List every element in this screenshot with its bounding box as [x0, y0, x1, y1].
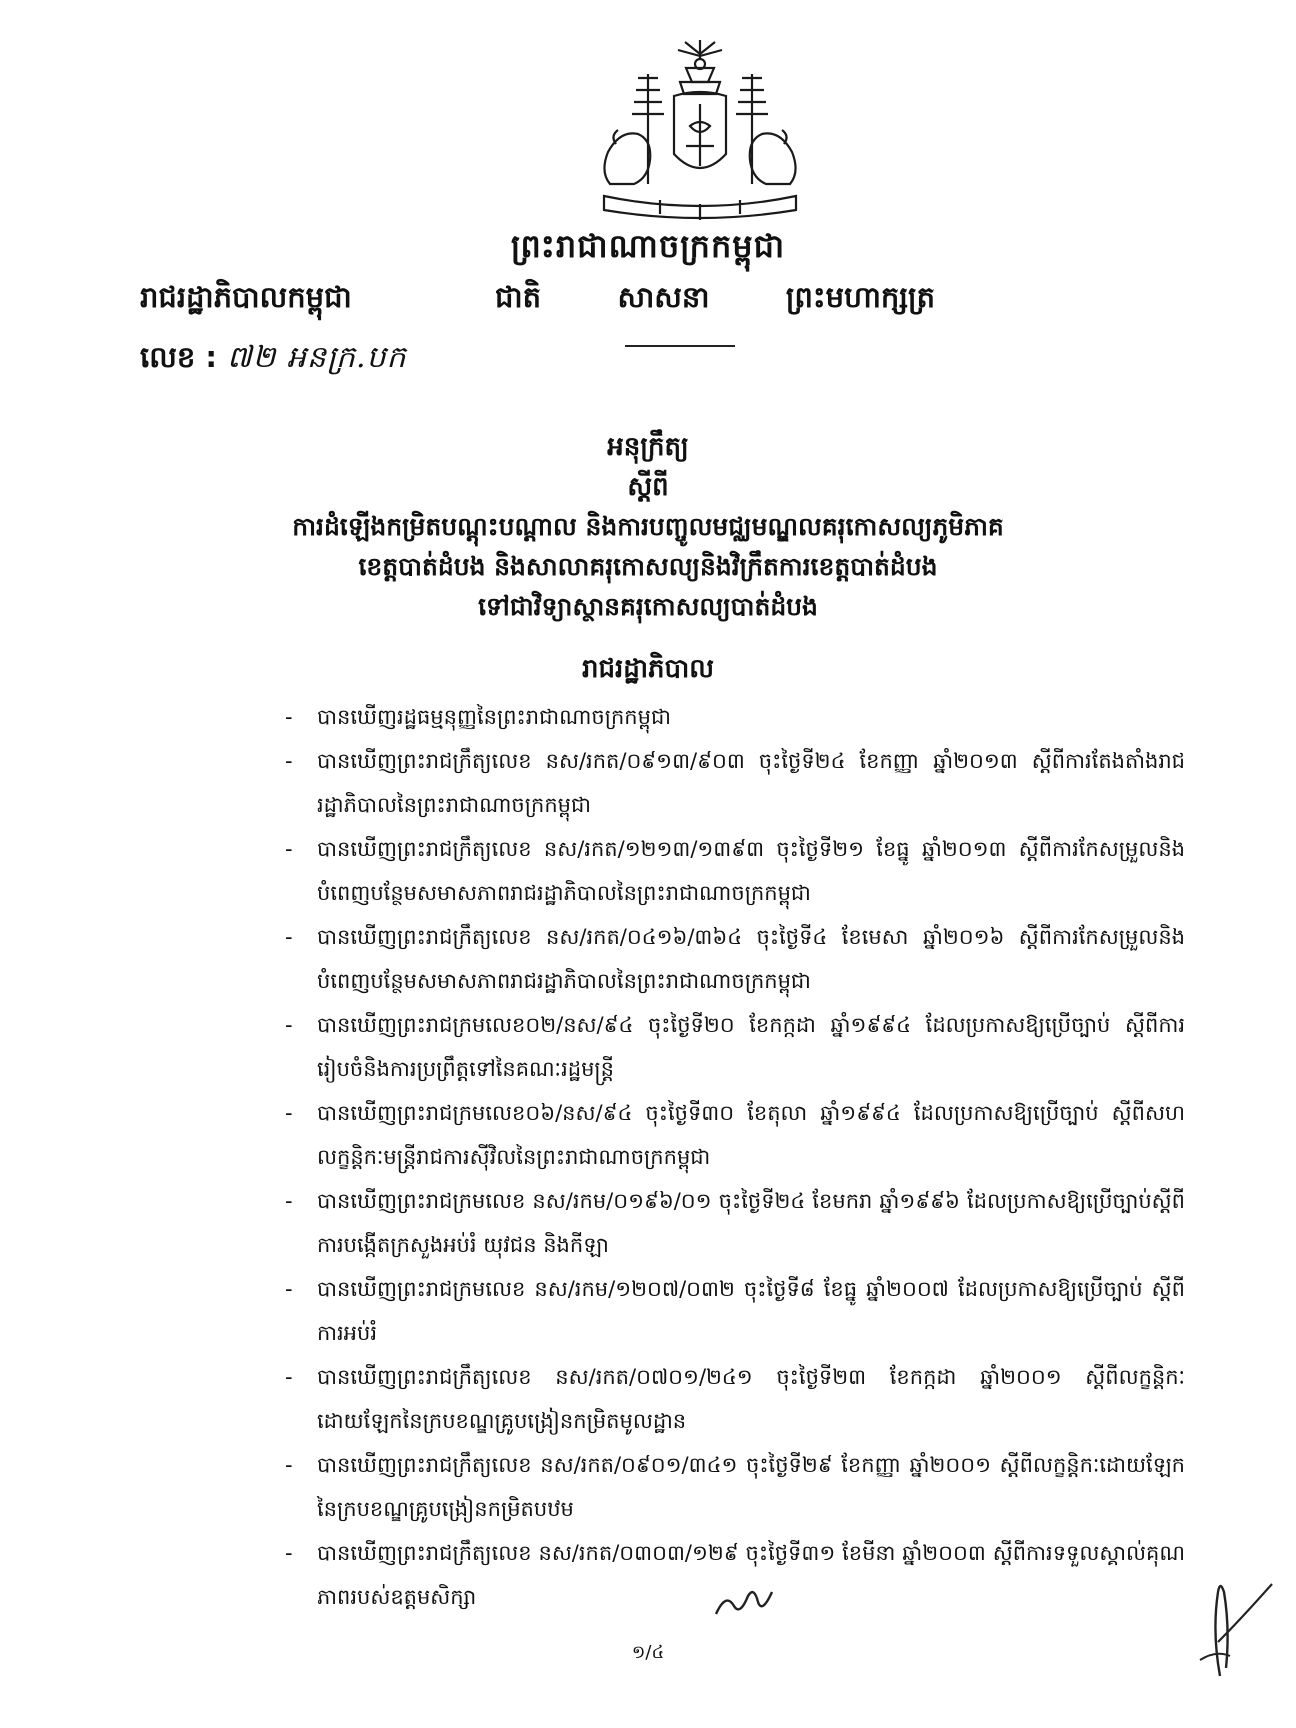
subject-line-1: ការដំឡើងកម្រិតបណ្តុះបណ្តាល និងការបញ្ចូលមជ្ឈមណ្ឌលគរុកោសល្យភូមិភាគ	[292, 512, 1004, 541]
bullet-dash: -	[285, 1453, 293, 1477]
document-number	[140, 338, 407, 382]
recital-item	[285, 1091, 1185, 1179]
bullet-dash: -	[285, 705, 293, 729]
recital-item	[285, 915, 1185, 1003]
recital-item	[285, 1355, 1185, 1443]
about-label: ស្តីពី	[627, 472, 669, 502]
document-type-heading: អនុក្រឹត្យ	[607, 432, 689, 462]
recital-text: បានឃើញរដ្ឋធម្មនុញ្ញនៃព្រះរាជាណាចក្រកម្ពុជា	[317, 705, 671, 729]
recital-item	[285, 1179, 1185, 1267]
recital-item	[285, 827, 1185, 915]
signature	[1160, 1572, 1280, 1682]
royal-coat-of-arms-emblem	[590, 34, 810, 224]
bullet-dash: -	[285, 837, 293, 861]
recital-text: បានឃើញព្រះរាជក្រមលេខ០៦/នស/៩៤ ចុះថ្ងៃទី៣០ ខែតុលា ឆ្នាំ១៩៩៤ ដែលប្រកាសឱ្យប្រើច្បាប់ ស្តីពីសហលក្ខន្តិកៈមន្ត្រីរាជការស៊ីវិលនៃព្រះរាជាណាចក្រកម្ពុជា	[317, 1101, 1185, 1169]
bullet-dash: -	[285, 1365, 293, 1389]
document-number-label: លេខ :	[140, 340, 217, 374]
motto-religion: សាសនា	[617, 280, 710, 314]
document-number-value: ៧២ អនក្រ.បក	[227, 340, 407, 375]
bullet-dash: -	[285, 925, 293, 949]
recital-item	[285, 739, 1185, 827]
bullet-dash: -	[285, 1277, 293, 1301]
subject-line-3: ទៅជាវិទ្យាស្ថានគរុកោសល្យបាត់ដំបង	[478, 592, 818, 621]
recital-text: បានឃើញព្រះរាជក្រឹត្យលេខ នស/រកត/០៣០៣/១២៩ ចុះថ្ងៃទី៣១ ខែមីនា ឆ្នាំ២០០៣ ស្តីពីការទទួលស្គាល់គុណភាពរបស់ឧត្តមសិក្សា	[317, 1541, 1185, 1609]
page-number: ១/៤	[631, 1642, 665, 1663]
recital-item	[285, 1443, 1185, 1531]
recitals-list	[285, 695, 1185, 1619]
kingdom-name: ព្រះរាជាណាចក្រកម្ពុជា	[510, 227, 786, 265]
subject-line-2: ខេត្តបាត់ដំបង និងសាលាគរុកោសល្យនិងវិក្រឹតការខេត្តបាត់ដំបង	[358, 552, 938, 581]
recital-text: បានឃើញព្រះរាជក្រឹត្យលេខ នស/រកត/០៤១៦/៣៦៤ ចុះថ្ងៃទី៤ ខែមេសា ឆ្នាំ២០១៦ ស្តីពីការកែសម្រួលនិងបំពេញបន្ថែមសមាសភាពរាជរដ្ឋាភិបាលនៃព្រះរាជាណាចក្រកម្ពុជា	[317, 925, 1185, 993]
bullet-dash: -	[285, 1189, 293, 1213]
motto-nation: ជាតិ	[495, 280, 542, 314]
recital-item	[285, 695, 1185, 739]
recital-text: បានឃើញព្រះរាជក្រឹត្យលេខ នស/រកត/១២១៣/១៣៩៣ ចុះថ្ងៃទី២១ ខែធ្នូ ឆ្នាំ២០១៣ ស្តីពីការកែសម្រួលនិងបំពេញបន្ថែមសមាសភាពរាជរដ្ឋាភិបាលនៃព្រះរាជាណាចក្រកម្ពុជា	[317, 837, 1185, 905]
bullet-dash: -	[285, 1101, 293, 1125]
bullet-dash: -	[285, 1013, 293, 1037]
bullet-dash: -	[285, 749, 293, 773]
recital-text: បានឃើញព្រះរាជក្រឹត្យលេខ នស/រកត/០៩០១/៣៤១ ចុះថ្ងៃទី២៩ ខែកញ្ញា ឆ្នាំ២០០១ ស្តីពីលក្ខន្តិកៈដោយឡែកនៃក្របខណ្ឌគ្រូបង្រៀនកម្រិតបឋម	[317, 1453, 1185, 1521]
national-motto	[495, 280, 935, 322]
issuer-heading: រាជរដ្ឋាភិបាល	[581, 654, 715, 684]
recital-text: បានឃើញព្រះរាជក្រមលេខ០២/នស/៩៤ ចុះថ្ងៃទី២០ ខែកក្កដា ឆ្នាំ១៩៩៤ ដែលប្រកាសឱ្យប្រើច្បាប់ ស្តីពីការរៀបចំនិងការប្រព្រឹត្តទៅនៃគណៈរដ្ឋមន្ត្រី	[317, 1013, 1185, 1081]
bullet-dash: -	[285, 1541, 293, 1565]
recital-item	[285, 1003, 1185, 1091]
motto-divider	[625, 345, 735, 347]
handwritten-initial	[712, 1584, 782, 1620]
recital-text: បានឃើញព្រះរាជក្រឹត្យលេខ នស/រកត/០៩១៣/៩០៣ ចុះថ្ងៃទី២៤ ខែកញ្ញា ឆ្នាំ២០១៣ ស្តីពីការតែងតាំងរាជរដ្ឋាភិបាលនៃព្រះរាជាណាចក្រកម្ពុជា	[317, 749, 1185, 817]
recital-text: បានឃើញព្រះរាជក្រមលេខ នស/រកម/១២០៧/០៣២ ចុះថ្ងៃទី៨ ខែធ្នូ ឆ្នាំ២០០៧ ដែលប្រកាសឱ្យប្រើច្បាប់ ស្តីពីការអប់រំ	[317, 1277, 1185, 1345]
recital-text: បានឃើញព្រះរាជក្រមលេខ នស/រកម/០១៩៦/០១ ចុះថ្ងៃទី២៤ ខែមករា ឆ្នាំ១៩៩៦ ដែលប្រកាសឱ្យប្រើច្បាប់ស្តីពីការបង្កើតក្រសួងអប់រំ យុវជន និងកីឡា	[317, 1189, 1185, 1257]
motto-king: ព្រះមហាក្សត្រ	[785, 280, 935, 314]
recital-item	[285, 1267, 1185, 1355]
recital-text: បានឃើញព្រះរាជក្រឹត្យលេខ នស/រកត/០៧០១/២៤១ ចុះថ្ងៃទី២៣ ខែកក្កដា ឆ្នាំ២០០១ ស្តីពីលក្ខន្តិកៈដោយឡែកនៃក្របខណ្ឌគ្រូបង្រៀនកម្រិតមូលដ្ឋាន	[317, 1365, 1185, 1433]
government-name: រាជរដ្ឋាភិបាលកម្ពុជា	[140, 280, 352, 314]
